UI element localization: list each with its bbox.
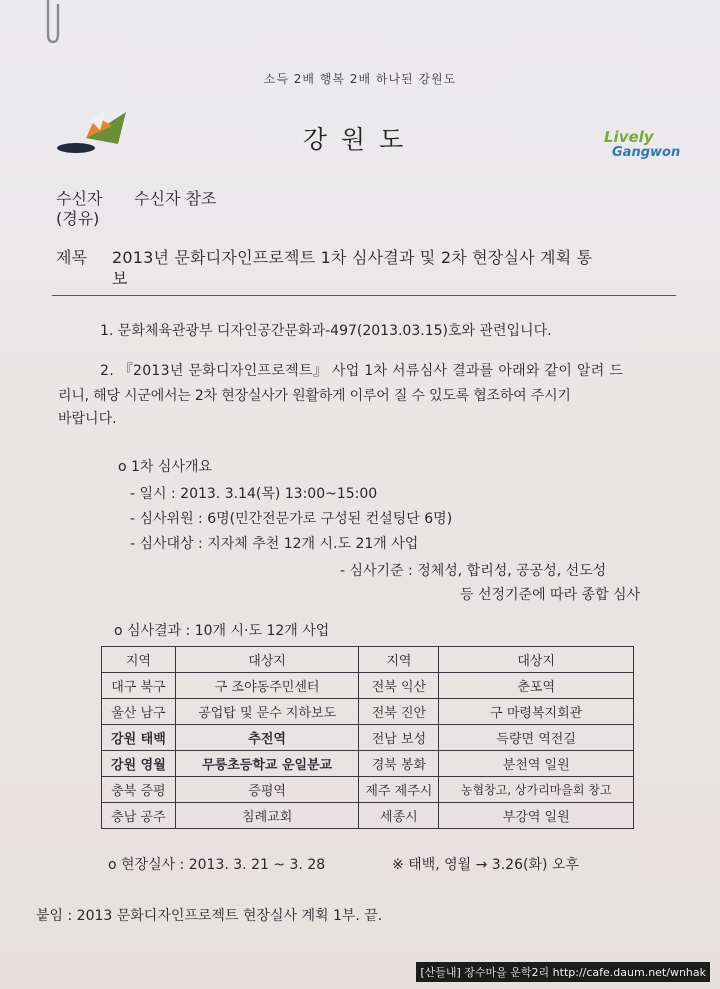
site-visit-period: o 현장실사 : 2013. 3. 21 ~ 3. 28 [108, 857, 326, 873]
site-cell: 분천역 일원 [439, 751, 634, 777]
site-cell: 구 조야동주민센터 [175, 673, 359, 699]
paragraph-2-line-3: 바랍니다. [58, 411, 117, 427]
table-row [102, 751, 634, 777]
site-cell: 득량면 역전길 [439, 725, 634, 751]
site-cell: 농협창고, 상가리마을회 창고 [439, 777, 634, 803]
overview-committee: - 심사위원 : 6명(민간전문가로 구성된 컨설팅단 6명) [130, 511, 453, 527]
site-cell: 구 마령복지회관 [439, 699, 634, 725]
attachment-note: 붙임 : 2013 문화디자인프로젝트 현장실사 계획 1부. 끝. [36, 908, 383, 924]
overview-criteria-line-1: - 심사기준 : 정체성, 합리성, 공공성, 선도성 [340, 563, 607, 579]
table-row [102, 725, 634, 751]
region-cell: 세종시 [359, 803, 439, 829]
column-header-region: 지역 [359, 647, 439, 673]
slogan: 소득 2배 행복 2배 하나된 강원도 [263, 72, 457, 86]
overview-date: - 일시 : 2013. 3.14(목) 13:00~15:00 [130, 486, 378, 502]
site-visit-note: ※ 태백, 영월 → 3.26(화) 오후 [392, 857, 579, 873]
overview-criteria-line-2: 등 선정기준에 따라 종합 심사 [460, 587, 641, 603]
via-label: (경유) [56, 209, 100, 228]
column-header-site: 대상지 [175, 647, 359, 673]
region-cell: 강원 영월 [102, 751, 176, 777]
watermark: [산들내] 장수마을 운학2리 http://cafe.daum.net/wnhak [416, 962, 710, 982]
region-cell: 제주 제주시 [359, 777, 439, 803]
site-cell: 공업탑 및 문수 지하보도 [175, 699, 359, 725]
paragraph-1: 1. 문화체육관광부 디자인공간문화과-497(2013.03.15)호와 관련입니다. [100, 323, 552, 339]
table-row [102, 777, 634, 803]
brand-lively: Lively [604, 128, 654, 146]
region-cell: 충북 증평 [102, 777, 176, 803]
table-row [102, 803, 634, 829]
site-cell: 침례교회 [175, 803, 359, 829]
table-row [102, 699, 634, 725]
recipient-value: 수신자 참조 [134, 189, 217, 208]
subject-label: 제목 [56, 248, 87, 267]
brand-gangwon: Gangwon [612, 145, 681, 160]
site-cell: 춘포역 [439, 673, 634, 699]
paragraph-2-line-2: 리니, 해당 시군에서는 2차 현장실사가 원활하게 이루어 질 수 있도록 협조하여 주시기 [58, 388, 571, 404]
site-cell: 증평역 [175, 777, 359, 803]
site-cell: 무릉초등학교 운일분교 [175, 751, 359, 777]
site-cell: 부강역 일원 [439, 803, 634, 829]
organization-name: 강원도 [302, 125, 418, 154]
table-row [102, 673, 634, 699]
recipient-label: 수신자 [56, 189, 103, 208]
region-cell: 대구 북구 [102, 673, 176, 699]
column-header-site: 대상지 [439, 647, 634, 673]
table-header-row [102, 647, 634, 673]
results-table [101, 646, 634, 829]
region-cell: 전북 진안 [359, 699, 439, 725]
column-header-region: 지역 [102, 647, 176, 673]
results-heading: o 심사결과 : 10개 시·도 12개 사업 [114, 623, 330, 639]
subject-line-2: 보 [112, 269, 128, 288]
site-cell: 추전역 [175, 725, 359, 751]
region-cell: 전남 보성 [359, 725, 439, 751]
paragraph-2-line-1: 2. 『2013년 문화디자인프로젝트』 사업 1차 서류심사 결과를 아래와 같이 알려 드 [100, 363, 624, 379]
overview-target: - 심사대상 : 지자체 추천 12개 시.도 21개 사업 [130, 536, 419, 552]
subject-line-1: 2013년 문화디자인프로젝트 1차 심사결과 및 2차 현장실사 계획 통 [112, 248, 593, 267]
region-cell: 전북 익산 [359, 673, 439, 699]
overview-heading: o 1차 심사개요 [118, 459, 212, 475]
region-cell: 경북 봉화 [359, 751, 439, 777]
region-cell: 울산 남구 [102, 699, 176, 725]
region-cell: 강원 태백 [102, 725, 176, 751]
region-cell: 충남 공주 [102, 803, 176, 829]
paperclip-icon [42, 0, 64, 44]
header-divider [52, 295, 676, 296]
